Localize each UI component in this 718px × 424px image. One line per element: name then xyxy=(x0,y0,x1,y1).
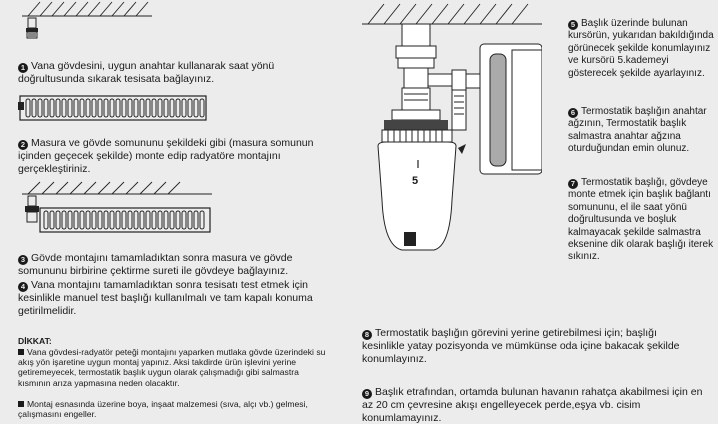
radiator-fin xyxy=(38,99,42,117)
radiator-fin xyxy=(98,211,102,229)
radiator-fin xyxy=(50,211,54,229)
radiator-fin xyxy=(170,99,174,117)
step-number-badge: 8 xyxy=(362,330,372,340)
radiator-fin xyxy=(74,211,78,229)
radiator-fin xyxy=(146,99,150,117)
radiator-fin xyxy=(128,211,132,229)
step-number-badge: 3 xyxy=(18,255,28,265)
step-4: 4 Vana montajını tamamladıktan sonra tesisatı test etmek için kesinlikle manuel test başlığı kullanılmalı ve tam kapalı konuma getirilmelidir. xyxy=(18,279,313,317)
radiator-fin xyxy=(98,99,102,117)
step-number-badge: 4 xyxy=(18,282,28,292)
radiator-fin xyxy=(62,99,66,117)
radiator-fin xyxy=(200,211,204,229)
radiator-fin xyxy=(122,99,126,117)
radiator-fin xyxy=(176,99,180,117)
radiator-fin xyxy=(158,211,162,229)
radiator-fin xyxy=(80,99,84,117)
radiator-fin xyxy=(134,211,138,229)
radiator-fin xyxy=(116,99,120,117)
radiator-fin xyxy=(194,211,198,229)
warning-item-1: Vana gövdesi-radyatör peteği montajını yaparken mutlaka gövde üzerindeki su akış yön işaretine uygun montaj yapınız. Aksi takdirde ürün işlevini yerine getiremeyecek, termostatik başlık uygun olarak çalışmadığı gibi salmastra kısmının arıza yapmasına neden olacaktır. xyxy=(18,347,326,388)
step-9: 9 Başlık etrafından, ortamda bulunan havanın rahatça akabilmesi için en az 20 cm çevresine akışı engelleyecek perde,eşya vb. cisim konumlamayınız. xyxy=(362,386,703,424)
radiator-fin xyxy=(110,211,114,229)
ceiling-hatch-2 xyxy=(22,180,212,234)
radiator-fin xyxy=(50,99,54,117)
radiator-fin xyxy=(134,99,138,117)
radiator-fin xyxy=(92,211,96,229)
bullet-icon xyxy=(18,349,24,355)
radiator-fin xyxy=(176,211,180,229)
thermostatic-head-illustration xyxy=(362,0,542,262)
radiator-fin xyxy=(158,99,162,117)
radiator-fin xyxy=(116,211,120,229)
radiator-fin xyxy=(104,211,108,229)
warning-title: DİKKAT: xyxy=(18,336,52,346)
radiator-fin xyxy=(56,99,60,117)
radiator-fin xyxy=(170,211,174,229)
radiator-fin xyxy=(104,99,108,117)
radiator-fin xyxy=(74,99,78,117)
radiator-fin xyxy=(110,99,114,117)
step-number-badge: 1 xyxy=(18,63,28,73)
radiator-fin xyxy=(32,99,36,117)
radiator-fin xyxy=(188,211,192,229)
radiator-fin xyxy=(188,99,192,117)
bullet-icon xyxy=(18,401,24,407)
radiator-fin xyxy=(140,99,144,117)
radiator-fin xyxy=(92,99,96,117)
radiator-fin xyxy=(194,99,198,117)
radiator-fin xyxy=(140,211,144,229)
step-2: 2 Masura ve gövde somununu şekildeki gibi (masura somunun içinden geçecek şekilde) monte edip radyatöre montajını gerçekleştiriniz. xyxy=(18,137,314,175)
radiator-fin xyxy=(152,211,156,229)
radiator-fin xyxy=(152,99,156,117)
step-5: 5 Başlık üzerinde bulunan kursörün, yukarıdan bakıldığında görünecek şekilde konumlayınız ve kursörü 5.kademeyi gösterecek şekilde ayarlayınız. xyxy=(568,18,714,79)
radiator-fin xyxy=(68,99,72,117)
step-8: 8 Termostatik başlığın görevini yerine getirebilmesi için; başlığı kesinlikle yatay pozisyonda ve mümkünse oda içine bakacak şekilde konumlayınız. xyxy=(362,327,680,365)
step-number-badge: 7 xyxy=(568,179,578,189)
radiator-fin xyxy=(182,211,186,229)
radiator-fin xyxy=(182,99,186,117)
radiator-fin xyxy=(44,211,48,229)
step-3: 3 Gövde montajını tamamladıktan sonra masura ve gövde somununu birbirine çektirme sureti ile gövdeye bağlayınız. xyxy=(18,252,293,277)
radiator-fin xyxy=(86,99,90,117)
warning-item-2: Montaj esnasında üzerine boya, inşaat malzemesi (sıva, alçı vb.) gelmesi, çalışmasını engeller. xyxy=(18,399,308,420)
step-7: 7 Termostatik başlığı, gövdeye monte etmek için başlık bağlantı somununu, el ile saat yönü doğrultusunda ve boşluk kalmayacak şekilde salmastra eksenine dik olarak başlığı iterek sıkınız. xyxy=(568,177,714,263)
radiator-fin xyxy=(200,99,204,117)
step-6: 6 Termostatik başlığın anahtar ağzının, Termostatik başlık salmastra anahtar ağzına oturduğundan emin olunuz. xyxy=(568,106,707,155)
step-number-badge: 6 xyxy=(568,108,578,118)
cursor-level-label: 5 xyxy=(412,175,419,187)
radiator-fin xyxy=(122,211,126,229)
radiator-fin xyxy=(164,99,168,117)
radiator-fin xyxy=(68,211,72,229)
step-number-badge: 5 xyxy=(568,20,578,30)
radiator-fin xyxy=(56,211,60,229)
radiator-fin xyxy=(80,211,84,229)
radiator-fin xyxy=(26,99,30,117)
step-number-badge: 9 xyxy=(362,389,372,399)
radiator-fin xyxy=(86,211,90,229)
radiator-fin xyxy=(44,99,48,117)
radiator-fin xyxy=(62,211,66,229)
radiator-illustration-1 xyxy=(18,92,208,124)
step-1: 1 Vana gövdesini, uygun anahtar kullanarak saat yönü doğrultusunda sıkarak tesisata bağlayınız. xyxy=(18,60,275,85)
step-number-badge: 2 xyxy=(18,140,28,150)
radiator-fin xyxy=(146,211,150,229)
ceiling-hatch-1 xyxy=(22,0,152,48)
radiator-fin xyxy=(164,211,168,229)
radiator-fin xyxy=(128,99,132,117)
